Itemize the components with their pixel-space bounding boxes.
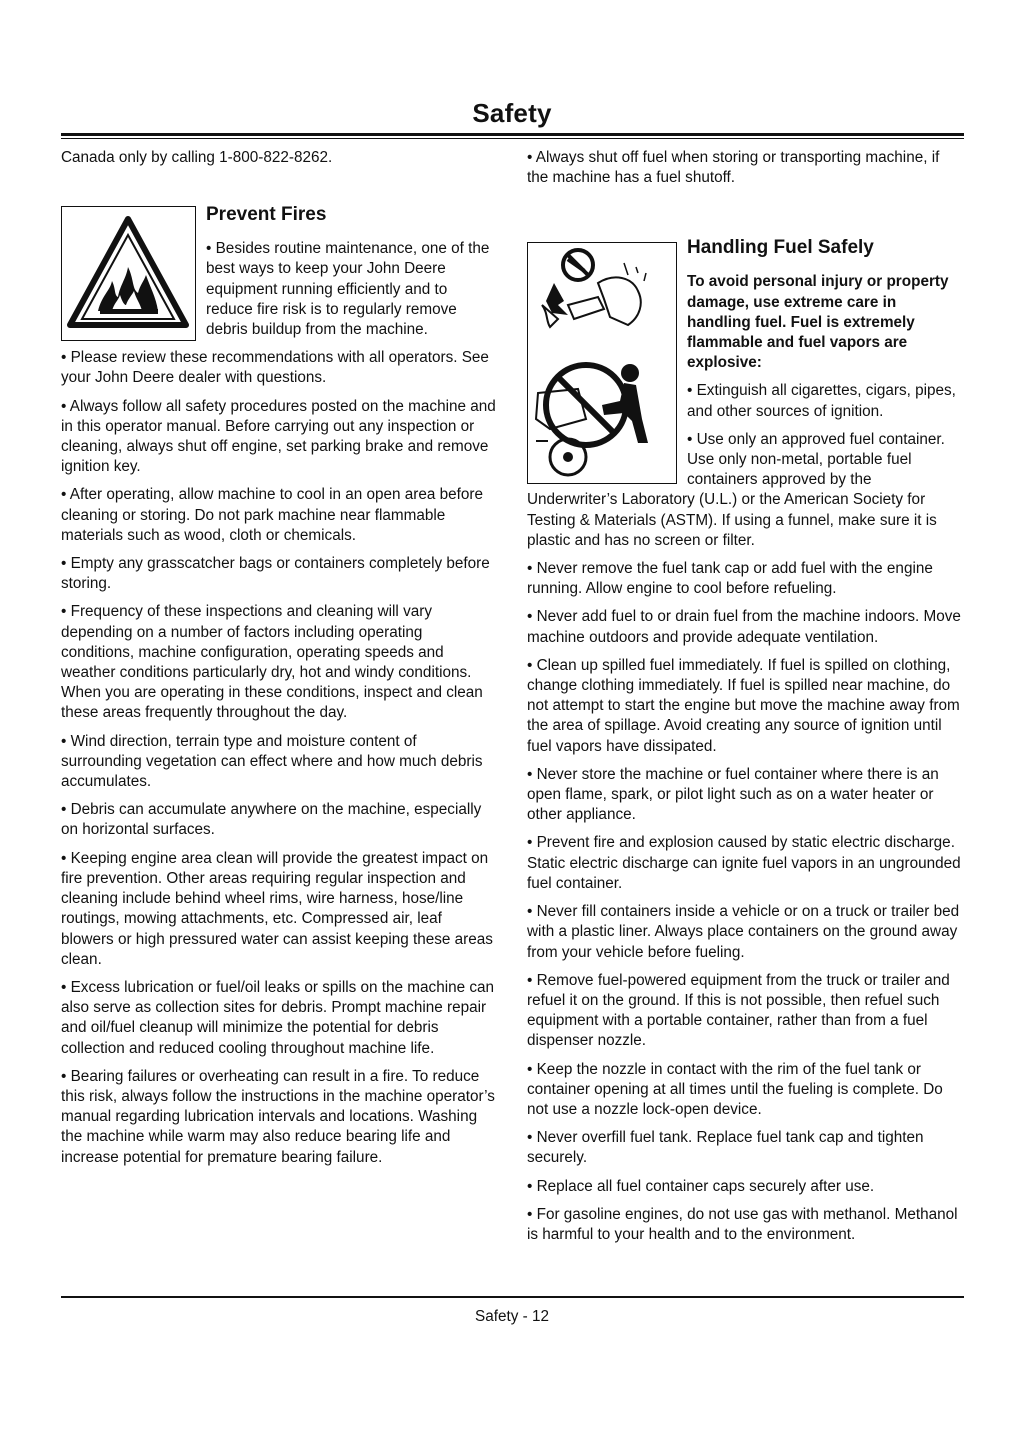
page-title: Safety (472, 98, 552, 128)
fuel-warning: To avoid personal injury or property damage, use extreme care in handling fuel. Fuel is extremely flammable and fuel vapors are explosive: (687, 273, 949, 372)
list-item: • Empty any grasscatcher bags or containers completely before storing. (61, 555, 490, 593)
list-item: • Never store the machine or fuel container where there is an open flame, spark, or pilot light such as on a water heater or other appliance. (527, 765, 939, 824)
right-intro: • Always shut off fuel when storing or transporting machine, if the machine has a fuel shutoff. (527, 149, 940, 187)
list-item: • Please review these recommendations with all operators. See your John Deere dealer with questions. (61, 349, 489, 387)
list-item: • Replace all fuel container caps securely after use. (527, 1177, 875, 1195)
spacer (61, 176, 498, 206)
header-rule (61, 133, 964, 136)
list-item: • Besides routine maintenance, one of the best ways to keep your John Deere equipment running efficiently and to reduce fire risk is to regularly remove debris buildup from the machine. (206, 240, 490, 339)
list-item: • Clean up spilled fuel immediately. If fuel is spilled on clothing, change clothing immediately. If fuel is spilled near machine, do not attempt to start the engine but move the machine away from the area of spillage. Avoid creating any source of ignition until fuel vapors have dissipated. (527, 656, 960, 755)
header-rule-thin (61, 138, 964, 139)
list-item: • Debris can accumulate anywhere on the machine, especially on horizontal surfaces. (61, 801, 482, 839)
list-item: • Never overfill fuel tank. Replace fuel tank cap and tighten securely. (527, 1129, 924, 1167)
fire-warning-icon (61, 206, 196, 341)
list-item: • Prevent fire and explosion caused by static electric discharge. Static electric discharge can ignite fuel vapors in an ungrounded fuel container. (527, 834, 961, 892)
list-item: • Always follow all safety procedures posted on the machine and in this operator manual. Before carrying out any inspection or cleaning, always shut off engine, set parking brake and remove ignition key. (61, 397, 496, 476)
left-intro: Canada only by calling 1-800-822-8262. (61, 149, 333, 166)
list-item: • Extinguish all cigarettes, cigars, pipes, and other sources of ignition. (687, 382, 956, 420)
list-item: • After operating, allow machine to cool in an open area before cleaning or storing. Do not park machine near flammable materials such as wood, cloth or chemicals. (61, 486, 484, 544)
list-item: • Wind direction, terrain type and moisture content of surrounding vegetation can effect where and how much debris accumulates. (61, 732, 483, 791)
footer-rule (61, 1296, 964, 1298)
list-item: • Excess lubrication or fuel/oil leaks or spills on the machine can also serve as collection sites for debris. Prompt machine repair and oil/fuel cleanup will minimize the potential for debris collection and reduced cooling throughout machine life. (61, 978, 495, 1057)
list-item: • Never fill containers inside a vehicle or on a truck or trailer bed with a plastic liner. Always place containers on the ground away from your vehicle before fueling. (527, 903, 960, 961)
list-item: • Use only an approved fuel container. Use only non-metal, portable fuel containers approved by the Underwriter’s Laboratory (U.L.) or the American Society for Testing & Materials (ASTM). If using a funnel, make sure it is plastic and has no screen or filter. (527, 430, 945, 549)
left-column (61, 148, 498, 1176)
fuel-hazard-icon (527, 242, 677, 484)
prevent-fires-heading: Prevent Fires (206, 204, 327, 226)
page-number: Safety - 12 (475, 1308, 549, 1325)
list-item: • For gasoline engines, do not use gas with methanol. Methanol is harmful to your health and to the environment. (527, 1205, 958, 1243)
right-column (527, 148, 964, 1253)
list-item: • Keeping engine area clean will provide the greatest impact on fire prevention. Other areas requiring regular inspection and cleaning include behind wheel rims, wire harness, hose/line routings, mowing attachments, etc. Compressed air, leaf blowers or high pressured water can assist keeping these areas clean. (61, 849, 493, 968)
list-item: • Bearing failures or overheating can result in a fire. To reduce this risk, always follow the instructions in the machine operator’s manual regarding lubrication intervals and locations. Washing the machine while warm may also reduce bearing life and increase potential for premature bearing failure. (61, 1067, 495, 1166)
list-item: • Frequency of these inspections and cleaning will vary depending on a number of factors including operating conditions, machine configuration, operating speeds and weather conditions particularly dry, hot and windy conditions. When you are operating in these conditions, inspect and clean these areas frequently throughout the day. (61, 603, 483, 722)
fuel-heading: Handling Fuel Safely (687, 237, 874, 259)
list-item: • Remove fuel-powered equipment from the truck or trailer and refuel it on the ground. If this is not possible, then refuel such equipment with a portable container, rather than from a fuel dispenser nozzle. (527, 971, 950, 1050)
list-item: • Never remove the fuel tank cap or add fuel with the engine running. Allow engine to cool before refueling. (527, 560, 933, 598)
list-item: • Keep the nozzle in contact with the rim of the fuel tank or container opening at all times until the fueling is complete. Do not use a nozzle lock-open device. (527, 1060, 943, 1118)
list-item: • Never add fuel to or drain fuel from the machine indoors. Move machine outdoors and provide adequate ventilation. (527, 608, 961, 646)
